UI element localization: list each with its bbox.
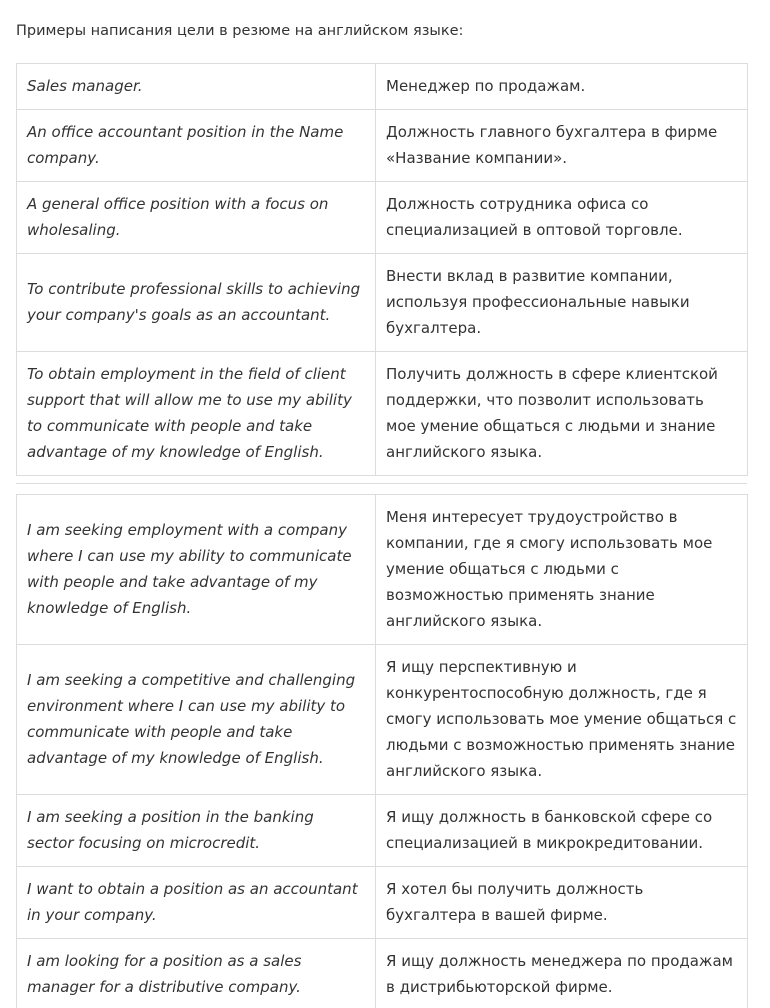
- russian-cell: Я хотел бы получить должность бухгалтера в вашей фирме.: [376, 867, 748, 939]
- russian-cell: Я ищу должность менеджера по продажам в дистрибьюторской фирме.: [376, 939, 748, 1008]
- table-row: [17, 795, 748, 867]
- table-row: [17, 939, 748, 1008]
- table-row: [17, 110, 748, 182]
- english-cell: I am looking for a position as a sales manager for a distributive company.: [17, 939, 376, 1008]
- english-cell: Sales manager.: [17, 64, 376, 110]
- russian-cell: Меня интересует трудоустройство в компании, где я смогу использовать мое умение общаться с людьми с возможностью применять знание английского языка.: [376, 495, 748, 645]
- english-cell: To obtain employment in the field of client support that will allow me to use my ability to communicate with people and take advantage of my knowledge of English.: [17, 352, 376, 476]
- objectives-table-part-2: [16, 494, 748, 1008]
- russian-cell: Должность главного бухгалтера в фирме «Название компании».: [376, 110, 748, 182]
- intro-text: Примеры написания цели в резюме на английском языке:: [16, 23, 464, 39]
- table-row: [17, 64, 748, 110]
- english-cell: I am seeking employment with a company where I can use my ability to communicate with people and take advantage of my knowledge of English.: [17, 495, 376, 645]
- russian-cell: Должность сотрудника офиса со специализацией в оптовой торговле.: [376, 182, 748, 254]
- english-cell: An office accountant position in the Name company.: [17, 110, 376, 182]
- objectives-table-part-1: [16, 63, 748, 476]
- table-row: [17, 867, 748, 939]
- english-cell: I am seeking a position in the banking sector focusing on microcredit.: [17, 795, 376, 867]
- table-row: [17, 254, 748, 352]
- english-cell: A general office position with a focus on wholesaling.: [17, 182, 376, 254]
- russian-cell: Я ищу должность в банковской сфере со специализацией в микрокредитовании.: [376, 795, 748, 867]
- english-cell: I am seeking a competitive and challenging environment where I can use my ability to communicate with people and take advantage of my knowledge of English.: [17, 645, 376, 795]
- table-row: [17, 352, 748, 476]
- divider: [16, 483, 747, 484]
- russian-cell: Я ищу перспективную и конкурентоспособную должность, где я смогу использовать мое умение общаться с людьми с возможностью применять знание английского языка.: [376, 645, 748, 795]
- russian-cell: Внести вклад в развитие компании, используя профессиональные навыки бухгалтера.: [376, 254, 748, 352]
- russian-cell: Менеджер по продажам.: [376, 64, 748, 110]
- table-row: [17, 182, 748, 254]
- english-cell: I want to obtain a position as an accountant in your company.: [17, 867, 376, 939]
- russian-cell: Получить должность в сфере клиентской поддержки, что позволит использовать мое умение общаться с людьми и знание английского языка.: [376, 352, 748, 476]
- table-row: [17, 495, 748, 645]
- english-cell: To contribute professional skills to achieving your company's goals as an accountant.: [17, 254, 376, 352]
- table-row: [17, 645, 748, 795]
